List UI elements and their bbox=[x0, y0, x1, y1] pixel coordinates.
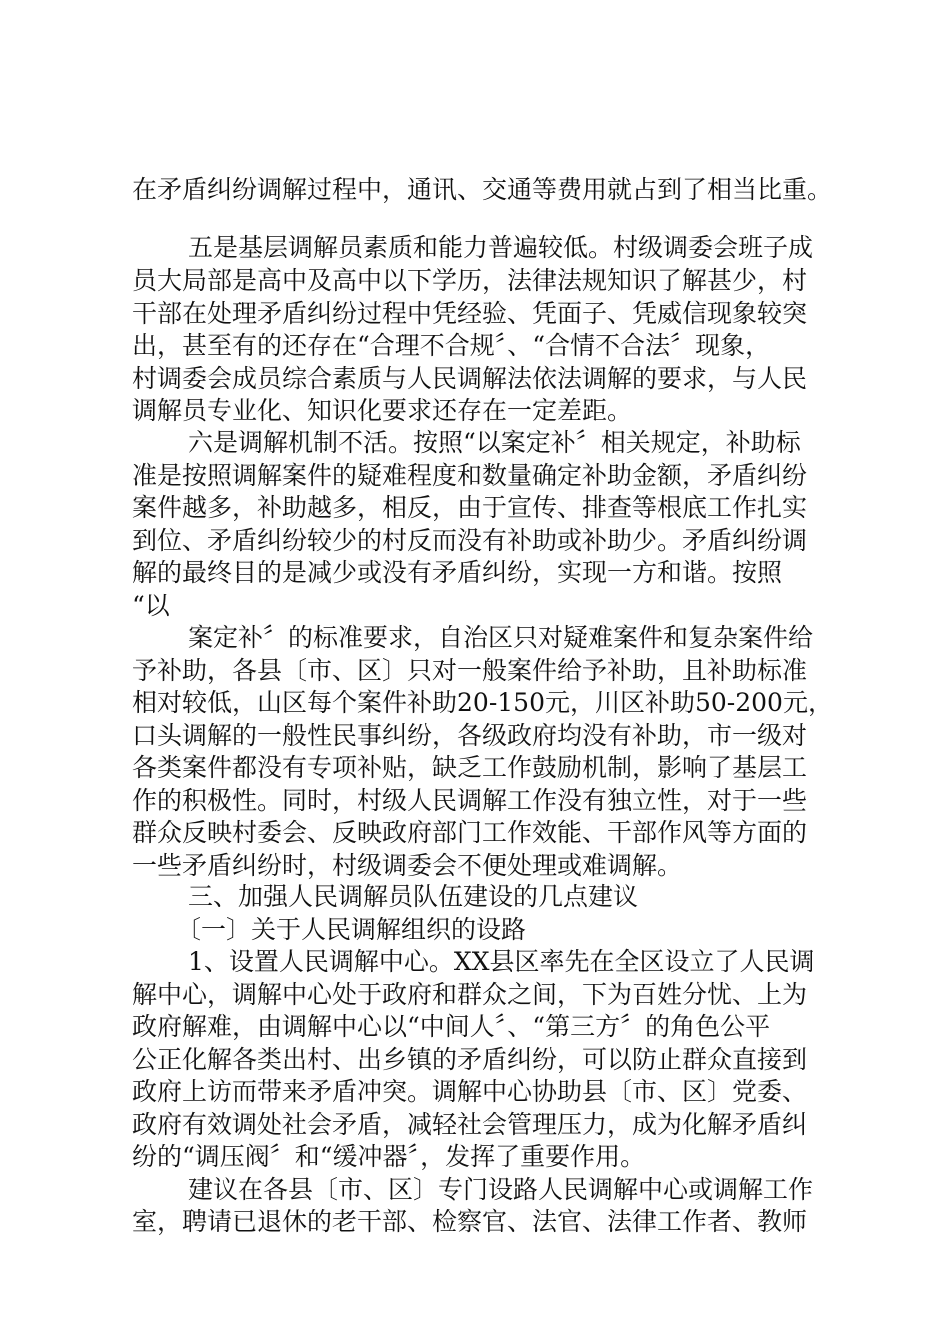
text-line: 公正化解各类出村、出乡镇的矛盾纠纷，可以防止群众直接到 bbox=[132, 1045, 808, 1074]
text-line: 解中心，调解中心处于政府和群众之间，下为百姓分忧、上为 bbox=[132, 980, 808, 1009]
text-line: 政府上访而带来矛盾冲突。调解中心协助县〔市、区〕党委、 bbox=[132, 1077, 808, 1106]
text-line: 员大局部是高中及高中以下学历，法律法规知识了解甚少，村 bbox=[132, 266, 808, 295]
text-line: 群众反映村委会、反映政府部门工作效能、干部作风等方面的 bbox=[132, 818, 808, 847]
text-line: 予补助，各县〔市、区〕只对一般案件给予补助，且补助标准 bbox=[132, 656, 808, 685]
text-line: 调解员专业化、知识化要求还存在一定差距。 bbox=[132, 396, 633, 425]
text-line: 建议在各县〔市、区〕专门设路人民调解中心或调解工作 bbox=[188, 1175, 814, 1204]
text-line: 六是调解机制不活。按照“以案定补〞相关规定，补助标 bbox=[188, 428, 801, 457]
text-line: 五是基层调解员素质和能力普遍较低。村级调委会班子成 bbox=[188, 233, 814, 262]
section-heading: 三、加强人民调解员队伍建设的几点建议 bbox=[188, 882, 639, 911]
text-line: 到位、矛盾纠纷较少的村反而没有补助或补助少。矛盾纠纷调 bbox=[132, 526, 808, 555]
subsection-heading: 〔一〕关于人民调解组织的设路 bbox=[176, 915, 527, 944]
text-line: 纷的“调压阀〞和“缓冲器〞，发挥了重要作用。 bbox=[132, 1142, 646, 1171]
text-line: 在矛盾纠纷调解过程中，通讯、交通等费用就占到了相当比重。 bbox=[132, 175, 833, 204]
text-line: 口头调解的一般性民事纠纷，各级政府均没有补助，市一级对 bbox=[132, 721, 808, 750]
text-line: 1、设置人民调解中心。XX县区率先在全区设立了人民调 bbox=[188, 947, 815, 976]
text-line: 政府解难，由调解中心以“中间人〞、“第三方〞的角色公平 bbox=[132, 1012, 771, 1041]
text-line: 案件越多，补助越多，相反，由于宣传、排查等根底工作扎实 bbox=[132, 493, 808, 522]
text-line: 村调委会成员综合素质与人民调解法依法调解的要求，与人民 bbox=[132, 364, 808, 393]
text-line: 一些矛盾纠纷时，村级调委会不便处理或难调解。 bbox=[132, 851, 683, 880]
text-line: 政府有效调处社会矛盾，减轻社会管理压力，成为化解矛盾纠 bbox=[132, 1110, 808, 1139]
text-line: 各类案件都没有专项补贴，缺乏工作鼓励机制，影响了基层工 bbox=[132, 753, 808, 782]
text-line: 准是按照调解案件的疑难程度和数量确定补助金额，矛盾纠纷 bbox=[132, 461, 808, 490]
text-line: 干部在处理矛盾纠纷过程中凭经验、凭面子、凭威信现象较突 bbox=[132, 299, 808, 328]
text-line: “以 bbox=[132, 591, 170, 620]
text-line: 出，甚至有的还存在“合理不合规〞、“合情不合法〞现象， bbox=[132, 331, 771, 360]
text-line: 室，聘请已退休的老干部、检察官、法官、法律工作者、教师 bbox=[132, 1207, 808, 1236]
text-line: 解的最终目的是减少或没有矛盾纠纷，实现一方和谐。按照 bbox=[132, 558, 783, 587]
text-line: 案定补〞的标准要求，自治区只对疑难案件和复杂案件给 bbox=[188, 623, 814, 652]
text-line: 相对较低，山区每个案件补助20-150元，川区补助50-200元， bbox=[132, 688, 833, 717]
text-line: 作的积极性。同时，村级人民调解工作没有独立性，对于一些 bbox=[132, 786, 808, 815]
